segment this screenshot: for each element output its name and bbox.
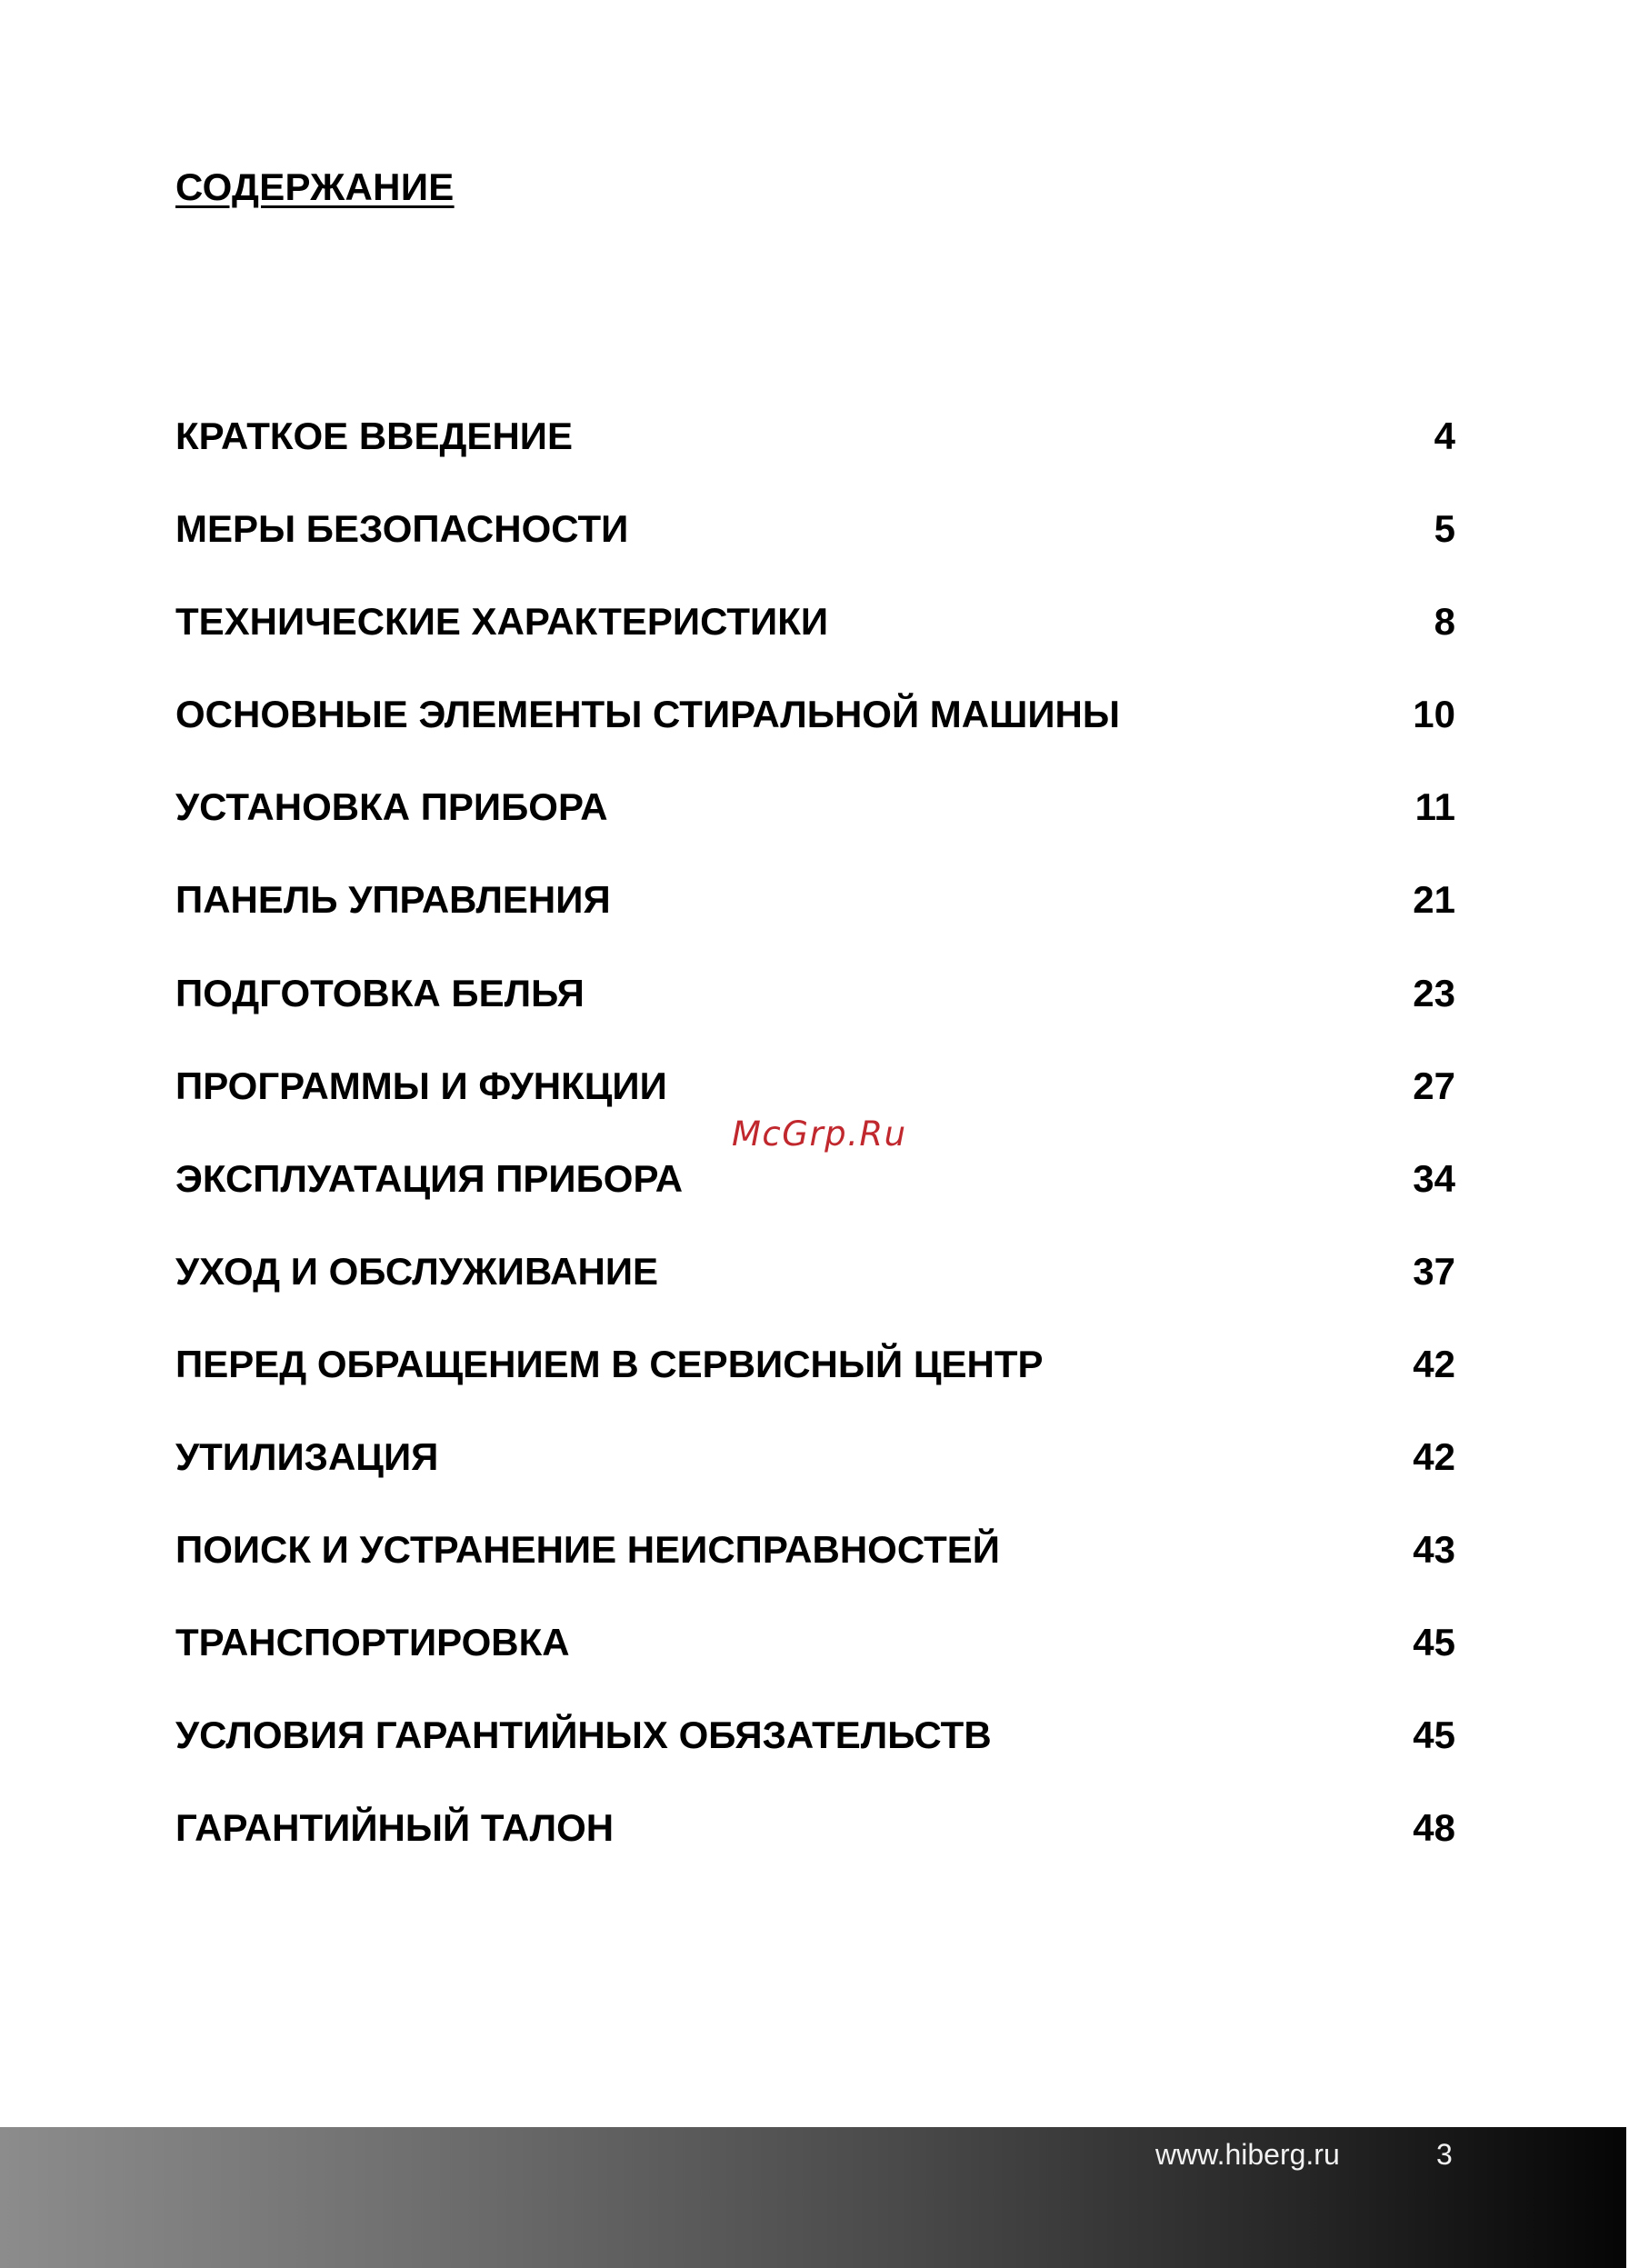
- toc-item-page: 42: [1413, 1342, 1455, 1385]
- watermark: McGrp.Ru: [732, 1114, 907, 1154]
- toc-item-title: МЕРЫ БЕЗОПАСНОСТИ: [175, 507, 629, 551]
- toc-item-title: УТИЛИЗАЦИЯ: [175, 1435, 439, 1479]
- toc-item-page: 4: [1434, 415, 1455, 457]
- toc-item[interactable]: [175, 782, 1455, 874]
- toc-item-page: 23: [1413, 971, 1455, 1014]
- toc-item[interactable]: [175, 689, 1455, 782]
- toc-item-title: ПАНЕЛЬ УПРАВЛЕНИЯ: [175, 878, 611, 922]
- toc-item-title: ПОИСК И УСТРАНЕНИЕ НЕИСПРАВНОСТЕЙ: [175, 1528, 1000, 1572]
- toc-item-title: ПОДГОТОВКА БЕЛЬЯ: [175, 971, 585, 1014]
- toc-item[interactable]: [175, 596, 1455, 689]
- toc-item[interactable]: [175, 1246, 1455, 1339]
- toc-item-page: 5: [1434, 507, 1455, 551]
- toc-item-title: ТРАНСПОРТИРОВКА: [175, 1621, 570, 1664]
- toc-item-page: 45: [1413, 1621, 1455, 1664]
- toc-item-page: 8: [1434, 600, 1455, 644]
- toc-item-page: 48: [1413, 1806, 1455, 1850]
- toc-item-title: ГАРАНТИЙНЫЙ ТАЛОН: [175, 1806, 615, 1850]
- toc-item-title: УХОД И ОБСЛУЖИВАНИЕ: [175, 1249, 659, 1293]
- page-number: 3: [1436, 2138, 1453, 2171]
- toc-item[interactable]: [175, 411, 1455, 504]
- footer-band: [0, 2127, 1629, 2268]
- toc-item-title: ОСНОВНЫЕ ЭЛЕМЕНТЫ СТИРАЛЬНОЙ МАШИНЫ: [175, 693, 1120, 736]
- footer-website-link[interactable]: www.hiberg.ru: [1155, 2138, 1340, 2171]
- toc-item-title: ПРОГРАММЫ И ФУНКЦИИ: [175, 1064, 667, 1107]
- toc-item-page: 21: [1413, 878, 1455, 922]
- toc-item-page: 11: [1414, 785, 1455, 829]
- toc-item-page: 34: [1413, 1156, 1455, 1200]
- toc-item-title: ЭКСПЛУАТАЦИЯ ПРИБОРА: [175, 1156, 684, 1200]
- toc-item-title: УСЛОВИЯ ГАРАНТИЙНЫХ ОБЯЗАТЕЛЬСТВ: [175, 1713, 992, 1757]
- toc-item[interactable]: [175, 874, 1455, 967]
- toc-item-title: КРАТКОЕ ВВЕДЕНИЕ: [175, 415, 573, 457]
- toc-item[interactable]: [175, 968, 1455, 1061]
- toc-item[interactable]: [175, 1524, 1455, 1617]
- toc-item-title: УСТАНОВКА ПРИБОРА: [175, 785, 608, 829]
- toc-item-title: ПЕРЕД ОБРАЩЕНИЕМ В СЕРВИСНЫЙ ЦЕНТР: [175, 1342, 1044, 1385]
- toc-item[interactable]: [175, 504, 1455, 596]
- toc-item[interactable]: [175, 1432, 1455, 1524]
- toc-item-page: 43: [1413, 1528, 1455, 1572]
- toc-item[interactable]: [175, 1803, 1455, 1895]
- toc-item-page: 10: [1413, 693, 1455, 736]
- toc-item-page: 27: [1413, 1064, 1455, 1107]
- toc-item[interactable]: [175, 1339, 1455, 1432]
- toc-item[interactable]: [175, 1617, 1455, 1710]
- toc-item-title: ТЕХНИЧЕСКИЕ ХАРАКТЕРИСТИКИ: [175, 600, 829, 644]
- toc-item[interactable]: [175, 1710, 1455, 1803]
- toc-item[interactable]: [175, 1154, 1455, 1246]
- toc-item-page: 42: [1413, 1435, 1455, 1479]
- toc-item-page: 45: [1413, 1713, 1455, 1757]
- toc-item-page: 37: [1413, 1249, 1455, 1293]
- page-title: СОДЕРЖАНИЕ: [175, 165, 455, 208]
